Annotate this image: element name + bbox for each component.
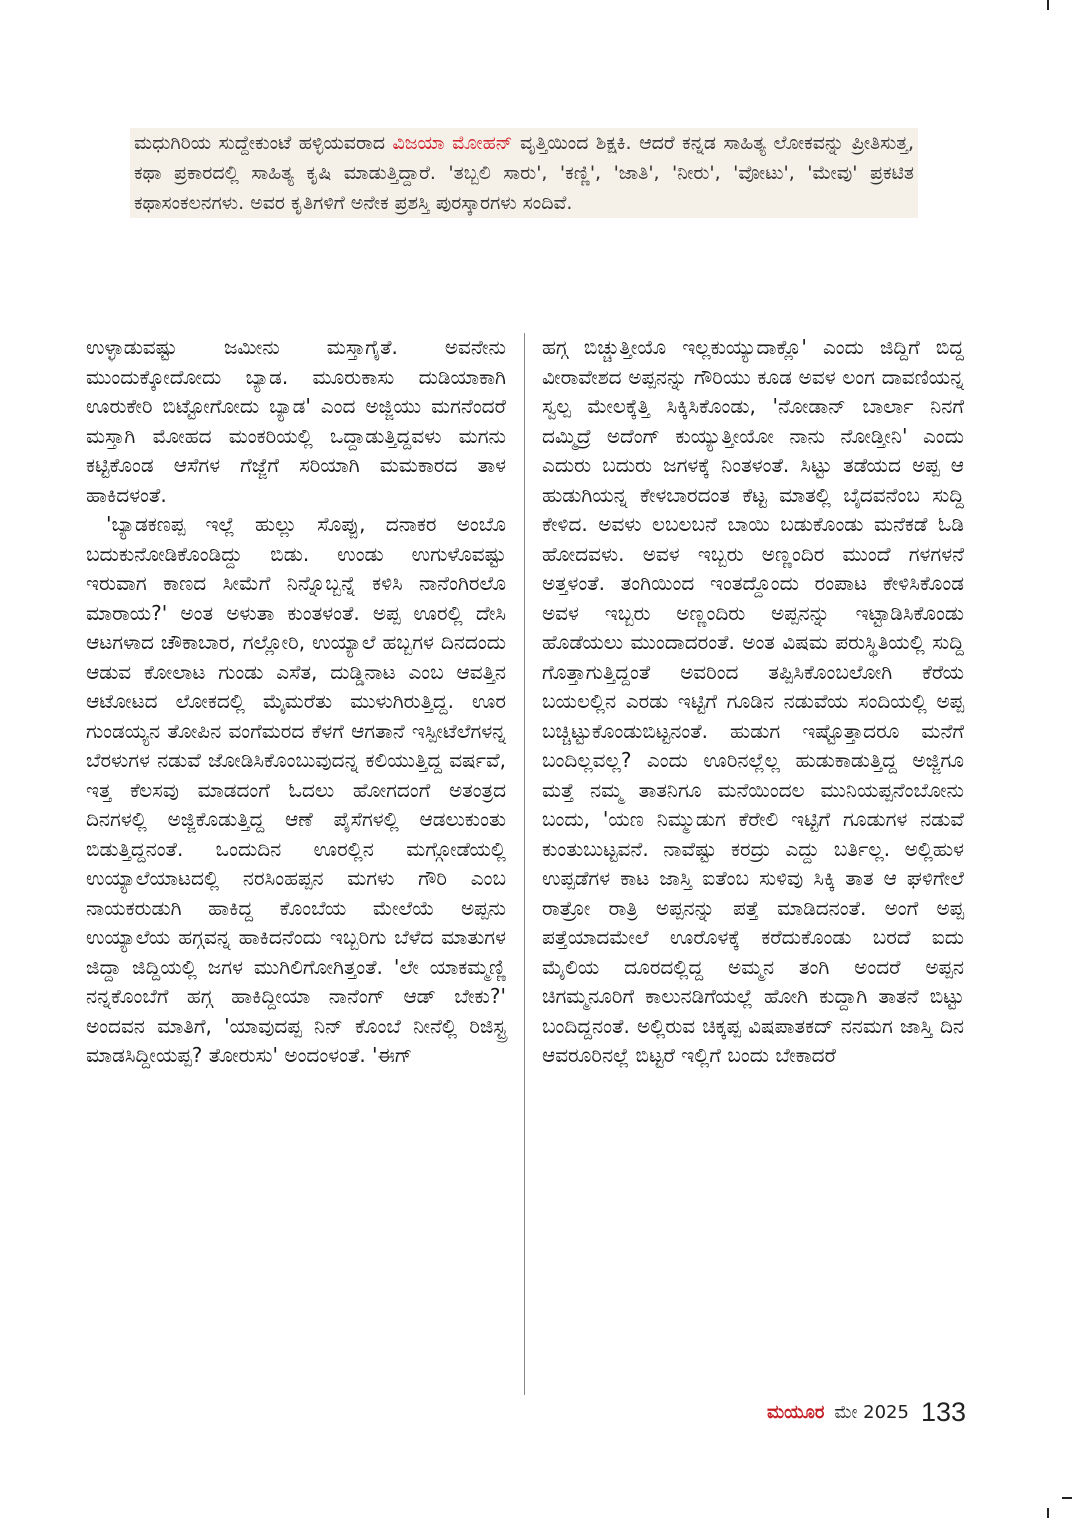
page-number: 133 [920, 1396, 966, 1427]
paragraph: 'ಬ್ಯಾಡಕಣಪ್ಪ ಇಲ್ಲೆ ಹುಲ್ಲು ಸೊಪ್ಪು, ದನಾಕರ ಅಂಬೊ ಬದುಕುನೋಡಿಕೊಂಡಿದ್ದು ಬಿಡು. ಉಂಡು ಉಗುಳೊವಷ್ಟು ಇರುವಾಗ ಕಾಣದ ಸೀಮೆಗೆ ನಿನ್ನೊಬ್ಬನ್ನೆ ಕಳಿಸಿ ನಾನೆಂಗಿರಲೊ ಮಾರಾಯ?' ಅಂತ ಅಳುತಾ ಕುಂತಳಂತೆ. ಅಪ್ಪ ಊರಲ್ಲಿ ದೇಸಿ ಆಟಗಳಾದ ಚೌಕಾಬಾರ, ಗಲ್ಲೋರಿ, ಉಯ್ಯಾಲೆ ಹಬ್ಬಗಳ ದಿನದಂದು ಆಡುವ ಕೋಲಾಟ ಗುಂಡು ಎಸೆತ, ದುಡ್ಡಿನಾಟ ಎಂಬ ಆವತ್ತಿನ ಆಟೋಟದ ಲೋಕದಲ್ಲಿ ಮೈಮರೆತು ಮುಳುಗಿರುತ್ತಿದ್ದ. ಊರ ಗುಂಡಯ್ಯನ ತೋಪಿನ ವಂಗೆಮರದ ಕೆಳಗೆ ಆಗತಾನೆ ಇಸ್ಪೀಟೆಲೆಗಳನ್ನ ಬೆರಳುಗಳ ನಡುವೆ ಜೋಡಿಸಿಕೊಂಬುವುದನ್ನ ಕಲಿಯುತ್ತಿದ್ದ ವರ್ಷವೆ, ಇತ್ತ ಕೆಲಸವು ಮಾಡದಂಗೆ ಓದಲು ಹೋಗದಂಗೆ ಅತಂತ್ರದ ದಿನಗಳಲ್ಲಿ ಅಜ್ಜಿಕೊಡುತ್ತಿದ್ದ ಆಣೆ ಪೈಸೆಗಳಲ್ಲಿ ಆಡಲುಕುಂತು ಬಿಡುತ್ತಿದ್ದನಂತೆ. ಒಂದುದಿನ ಊರಲ್ಲಿನ ಮಗ್ಗೋಡೆಯಲ್ಲಿ ಉಯ್ಯಾಲೆಯಾಟದಲ್ಲಿ ನರಸಿಂಹಪ್ಪನ ಮಗಳು ಗೌರಿ ಎಂಬ ನಾಯಕರುಡುಗಿ ಹಾಕಿದ್ದ ಕೊಂಬೆಯ ಮೇಲೆಯೆ ಅಪ್ಪನು ಉಯ್ಯಾಲೆಯ ಹಗ್ಗವನ್ನ ಹಾಕಿದನೆಂದು ಇಬ್ಬರಿಗು ಬೆಳೆದ ಮಾತುಗಳ ಜಿದ್ದಾ ಜಿದ್ದಿಯಲ್ಲಿ ಜಗಳ ಮುಗಿಲಿಗೋಗಿತ್ತಂತೆ. 'ಲೇ ಯಾಕಮ್ಮಣ್ಣಿ ನನ್ನಕೊಂಬೆಗೆ ಹಗ್ಗ ಹಾಕಿದ್ದೀಯಾ ನಾನೆಂಗ್ ಆಡ್ ಬೇಕು?' ಅಂದವನ ಮಾತಿಗೆ, 'ಯಾವುದಪ್ಪ ನಿನ್ ಕೊಂಬೆ ನೀನೆಲ್ಲಿ ರಿಜಿಸ್ಟ್ರ ಮಾಡಸಿದ್ದೀಯಪ್ಪ? ತೋರುಸು' ಅಂದಂಳಂತೆ. 'ಈಗ್ [86, 512, 506, 1067]
bio-text-start: ಮಧುಗಿರಿಯ ಸುದ್ದೇಕುಂಟೆ ಹಳ್ಳಿಯವರಾದ [134, 132, 393, 154]
right-column [542, 333, 964, 1071]
crop-mark [1062, 1497, 1072, 1499]
magazine-logo: ಮಯೂರ [766, 1401, 825, 1423]
author-name: ವಿಜಯಾ ಮೋಹನ್ [392, 132, 513, 154]
column-divider [524, 333, 525, 1395]
bio-text-end: ವೃತ್ತಿಯಿಂದ ಶಿಕ್ಷಕಿ. ಆದರೆ ಕನ್ನಡ ಸಾಹಿತ್ಯ ಲೋಕವನ್ನು ಪ್ರೀತಿಸುತ್ತ, ಕಥಾ ಪ್ರಕಾರದಲ್ಲಿ ಸಾಹಿತ್ಯ ಕೃಷಿ ಮಾಡುತ್ತಿದ್ದಾರೆ. 'ತಬ್ಬಲಿ ಸಾರು', 'ಕಣ್ಣಿ', 'ಜಾತಿ', 'ನೀರು', 'ವೋಟು', 'ಮೇವು' ಪ್ರಕಟಿತ ಕಥಾಸಂಕಲನಗಳು. ಅವರ ಕೃತಿಗಳಿಗೆ ಅನೇಕ ಪ್ರಶಸ್ತಿ ಪುರಸ್ಕಾರಗಳು ಸಂದಿವೆ. [134, 132, 914, 214]
author-bio [130, 128, 918, 218]
crop-mark [1047, 1508, 1049, 1518]
page-footer [746, 1392, 966, 1432]
crop-mark [1047, 0, 1049, 10]
left-column [86, 333, 506, 1071]
paragraph: ಉಳ್ಳಾಡುವಷ್ಟು ಜಮೀನು ಮಸ್ತಾಗೈತೆ. ಅವನೇನು ಮುಂದುಕ್ಕೋದೋದು ಬ್ಯಾಡ. ಮೂರುಕಾಸು ದುಡಿಯಾಕಾಗಿ ಊರುಕೇರಿ ಬಿಟ್ಟೋಗೋದು ಬ್ಯಾಡ' ಎಂದ ಅಜ್ಜಿಯು ಮಗನೆಂದರೆ ಮಸ್ತಾಗಿ ಮೋಹದ ಮಂಕರಿಯಲ್ಲಿ ಒದ್ದಾಡುತ್ತಿದ್ದವಳು ಮಗನು ಕಟ್ಟಿಕೊಂಡ ಆಸೆಗಳ ಗೆಜ್ಜೆಗೆ ಸರಿಯಾಗಿ ಮಮಕಾರದ ತಾಳ ಹಾಕಿದಳಂತೆ. [86, 335, 506, 507]
issue-date: ಮೇ 2025 [834, 1401, 909, 1423]
paragraph: ಹಗ್ಗ ಬಿಚ್ಚುತ್ತೀಯೊ ಇಲ್ಲಕುಯ್ಯುದಾಕ್ಲೊ' ಎಂದು ಜಿದ್ದಿಗೆ ಬಿದ್ದ ವೀರಾವೇಶದ ಅಪ್ಪನನ್ನು ಗೌರಿಯು ಕೂಡ ಅವಳ ಲಂಗ ದಾವಣಿಯನ್ನ ಸ್ವಲ್ಪ ಮೇಲಕ್ಕೆತ್ತಿ ಸಿಕ್ಕಿಸಿಕೊಂಡು, 'ನೋಡಾನ್ ಬಾರ್ಲಾ ನಿನಗೆ ದಮ್ಮಿದ್ರೆ ಅದೆಂಗ್ ಕುಯ್ಯುತ್ತೀಯೋ ನಾನು ನೋಡ್ತೀನಿ' ಎಂದು ಎದುರು ಬದುರು ಜಗಳಕ್ಕೆ ನಿಂತಳಂತೆ. ಸಿಟ್ಟು ತಡೆಯದ ಅಪ್ಪ ಆ ಹುಡುಗಿಯನ್ನ ಕೇಳಬಾರದಂತ ಕೆಟ್ಟ ಮಾತಲ್ಲಿ ಬೈದವನೆಂಬ ಸುದ್ದಿ ಕೇಳಿದ. ಅವಳು ಲಬಲಬನೆ ಬಾಯಿ ಬಡುಕೊಂಡು ಮನೆಕಡೆ ಓಡಿ ಹೋದವಳು. ಅವಳ ಇಬ್ಬರು ಅಣ್ಣಂದಿರ ಮುಂದೆ ಗಳಗಳನೆ ಅತ್ತಳಂತೆ. ತಂಗಿಯಿಂದ ಇಂತದ್ದೊಂದು ರಂಪಾಟ ಕೇಳಿಸಿಕೊಂಡ ಅವಳ ಇಬ್ಬರು ಅಣ್ಣಂದಿರು ಅಪ್ಪನನ್ನು ಇಟ್ಟಾಡಿಸಿಕೊಂಡು ಹೊಡೆಯಲು ಮುಂದಾದರಂತೆ. ಅಂತ ವಿಷಮ ಪರುಸ್ಥಿತಿಯಲ್ಲಿ ಸುದ್ದಿ ಗೊತ್ತಾಗುತ್ತಿದ್ದಂತೆ ಅವರಿಂದ ತಪ್ಪಿಸಿಕೊಂಬಲೋಗಿ ಕೆರೆಯ ಬಯಲಲ್ಲಿನ ಎರಡು ಇಟ್ಟಿಗೆ ಗೂಡಿನ ನಡುವೆಯ ಸಂದಿಯಲ್ಲಿ ಅಪ್ಪ ಬಚ್ಚಿಟ್ಟುಕೊಂಡುಬಿಟ್ಟನಂತೆ. ಹುಡುಗ ಇಷ್ಟೊತ್ತಾದರೂ ಮನೆಗೆ ಬಂದಿಲ್ಲವಲ್ಲ? ಎಂದು ಊರಿನಲ್ಲೆಲ್ಲ ಹುಡುಕಾಡುತ್ತಿದ್ದ ಅಜ್ಜಿಗೂ ಮತ್ತೆ ನಮ್ಮ ತಾತನಿಗೂ ಮನೆಯಿಂದಲ ಮುನಿಯಪ್ಪನೆಂಬೋನು ಬಂದು, 'ಯಣ ನಿಮ್ಮುಡುಗ ಕೆರೇಲಿ ಇಟ್ಟಿಗೆ ಗೂಡುಗಳ ನಡುವೆ ಕುಂತುಬುಟ್ಟವನೆ. ನಾವೆಷ್ಟು ಕರದ್ರು ಎದ್ದು ಬರ್ತಿಲ್ಲ. ಅಲ್ಲಿಹುಳ ಉಪ್ಪಡೆಗಳ ಕಾಟ ಜಾಸ್ತಿ ಐತೆಂಬ ಸುಳಿವು ಸಿಕ್ಕಿ ತಾತ ಆ ಘಳಿಗೇಲೆ ರಾತ್ರೋ ರಾತ್ರಿ ಅಪ್ಪನನ್ನು ಪತ್ತೆ ಮಾಡಿದನಂತೆ. ಅಂಗೆ ಅಪ್ಪ ಪತ್ತೆಯಾದಮೇಲೆ ಊರೊಳಕ್ಕೆ ಕರೆದುಕೊಂಡು ಬರದೆ ಐದು ಮೈಲಿಯ ದೂರದಲ್ಲಿದ್ದ ಅಮ್ಮನ ತಂಗಿ ಅಂದರೆ ಅಪ್ಪನ ಚಿಗಮ್ಮನೂರಿಗೆ ಕಾಲುನಡಿಗೆಯಲ್ಲೆ ಹೋಗಿ ಕುದ್ದಾಗಿ ತಾತನೆ ಬಿಟ್ಟು ಬಂದಿದ್ದನಂತೆ. ಅಲ್ಲಿರುವ ಚಿಕ್ಕಪ್ಪ ವಿಷಪಾತಕದ್ ನನಮಗ ಜಾಸ್ತಿ ದಿನ ಆವರೂರಿನಲ್ಲೆ ಬಿಟ್ಟರೆ ಇಲ್ಲಿಗೆ ಬಂದು ಬೇಕಾದರೆ [542, 335, 964, 1067]
